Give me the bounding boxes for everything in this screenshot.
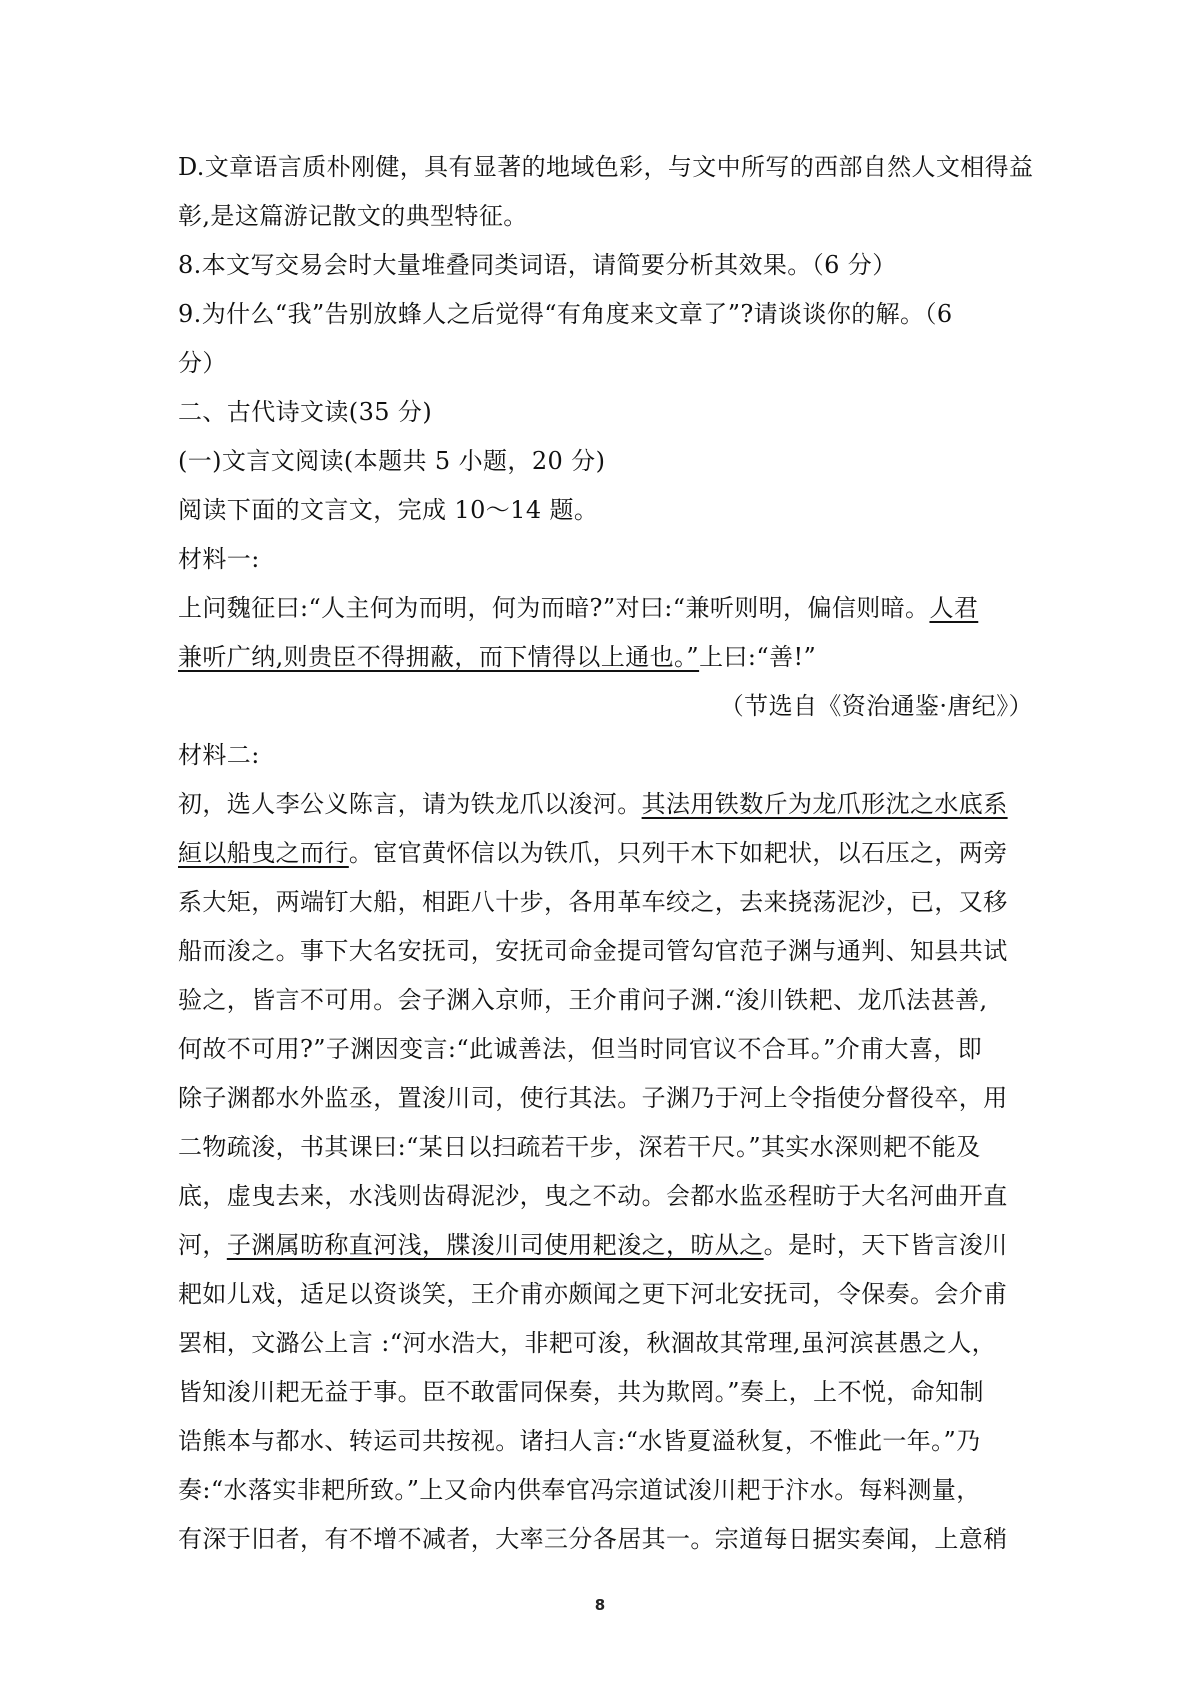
text-line: 兼听广纳,则贵臣不得拥蔽，而下情得以上通也。”上曰:“善!”	[178, 643, 817, 671]
text-line: 除子渊都水外监丞，置浚川司，使行其法。子渊乃于河上令指使分督役卒，用	[178, 1084, 1008, 1112]
page-content	[178, 143, 1033, 1564]
source-citation: （节选自《资治通鉴·唐纪》）	[719, 692, 1033, 720]
text-line: 船而浚之。事下大名安抚司，安抚司命金提司管勾官范子渊与通判、知县共试	[178, 937, 1008, 965]
subsection-heading: (一)文言文阅读(本题共 5 小题，20 分)	[178, 447, 606, 475]
question-8: 8.本文写交易会时大量堆叠同类词语，请简要分析其效果。（6 分）	[178, 251, 897, 279]
text-line: 有深于旧者，有不增不减者，大率三分各居其一。宗道每日据实奏闻，上意稍	[178, 1525, 1008, 1553]
text-line: 彰,是这篇游记散文的典型特征。	[178, 202, 528, 230]
text-line: 奏:“水落实非耙所致。”上又命内供奉官冯宗道试浚川耙于汴水。每料测量，	[178, 1476, 981, 1504]
text-line: 二物疏浚，书其课曰:“某日以扫疏若干步，深若干尺。”其实水深则耙不能及	[178, 1133, 981, 1161]
section-heading: 二、古代诗文读(35 分)	[178, 398, 433, 426]
text-line: 分）	[178, 349, 227, 377]
underlined-text: 其法用铁数斤为龙爪形沈之水底系	[641, 790, 1008, 818]
question-9: 9.为什么“我”告别放蜂人之后觉得“有角度来文章了”?请谈谈你的解。（6	[178, 300, 953, 328]
text-line: 诰熊本与都水、转运司共按视。诸扫人言:“水皆夏溢秋复，不惟此一年。”乃	[178, 1427, 981, 1455]
text-line: 底，虚曳去来，水浅则齿碍泥沙，曳之不动。会都水监丞程昉于大名河曲开直	[178, 1182, 1008, 1210]
text-line: D.文章语言质朴刚健，具有显著的地域色彩，与文中所写的西部自然人文相得益	[178, 153, 1034, 181]
text-line: 皆知浚川耙无益于事。臣不敢雷同保奏，共为欺罔。”奏上，上不悦，命知制	[178, 1378, 984, 1406]
text-line: 絙以船曳之而行。宦官黄怀信以为铁爪，只列干木下如耙状，以石压之，两旁	[178, 839, 1008, 867]
underlined-text: 子渊属昉称直河浅，牒浚川司使用耙浚之，昉从之	[226, 1231, 764, 1259]
underlined-text: 人君	[929, 594, 979, 622]
material-2-label: 材料二:	[178, 741, 260, 769]
text-line: 上问魏征曰:“人主何为而明，何为而暗?”对曰:“兼听则明，偏信则暗。人君	[178, 594, 979, 622]
material-1-label: 材料一:	[178, 545, 260, 573]
text-line: 河，子渊属昉称直河浅，牒浚川司使用耙浚之，昉从之。是时，天下皆言浚川	[178, 1231, 1008, 1259]
underlined-text: 絙以船曳之而行	[178, 839, 349, 867]
text-line: 何故不可用?”子渊因变言:“此诚善法，但当时同官议不合耳。”介甫大喜，即	[178, 1035, 983, 1063]
text-line: 耙如儿戏，适足以资谈笑，王介甫亦颇闻之更下河北安抚司，令保奏。会介甫	[178, 1280, 1008, 1308]
text-line: 初，选人李公义陈言，请为铁龙爪以浚河。其法用铁数斤为龙爪形沈之水底系	[178, 790, 1008, 818]
text-line: 系大矩，两端钉大船，相距八十步，各用革车绞之，去来挠荡泥沙，已，又移	[178, 888, 1008, 916]
text-line: 罢相，文潞公上言 :“河水浩大，非耙可浚，秋涸故其常理,虽河滨甚愚之人，	[178, 1329, 997, 1357]
underlined-text: 兼听广纳,则贵臣不得拥蔽，而下情得以上通也。”	[178, 643, 700, 671]
instruction: 阅读下面的文言文，完成 10～14 题。	[178, 496, 599, 524]
text-line: 验之，皆言不可用。会子渊入京师，王介甫问子渊.“浚川铁耙、龙爪法甚善,	[178, 986, 988, 1014]
page-number: 8	[594, 1596, 606, 1614]
